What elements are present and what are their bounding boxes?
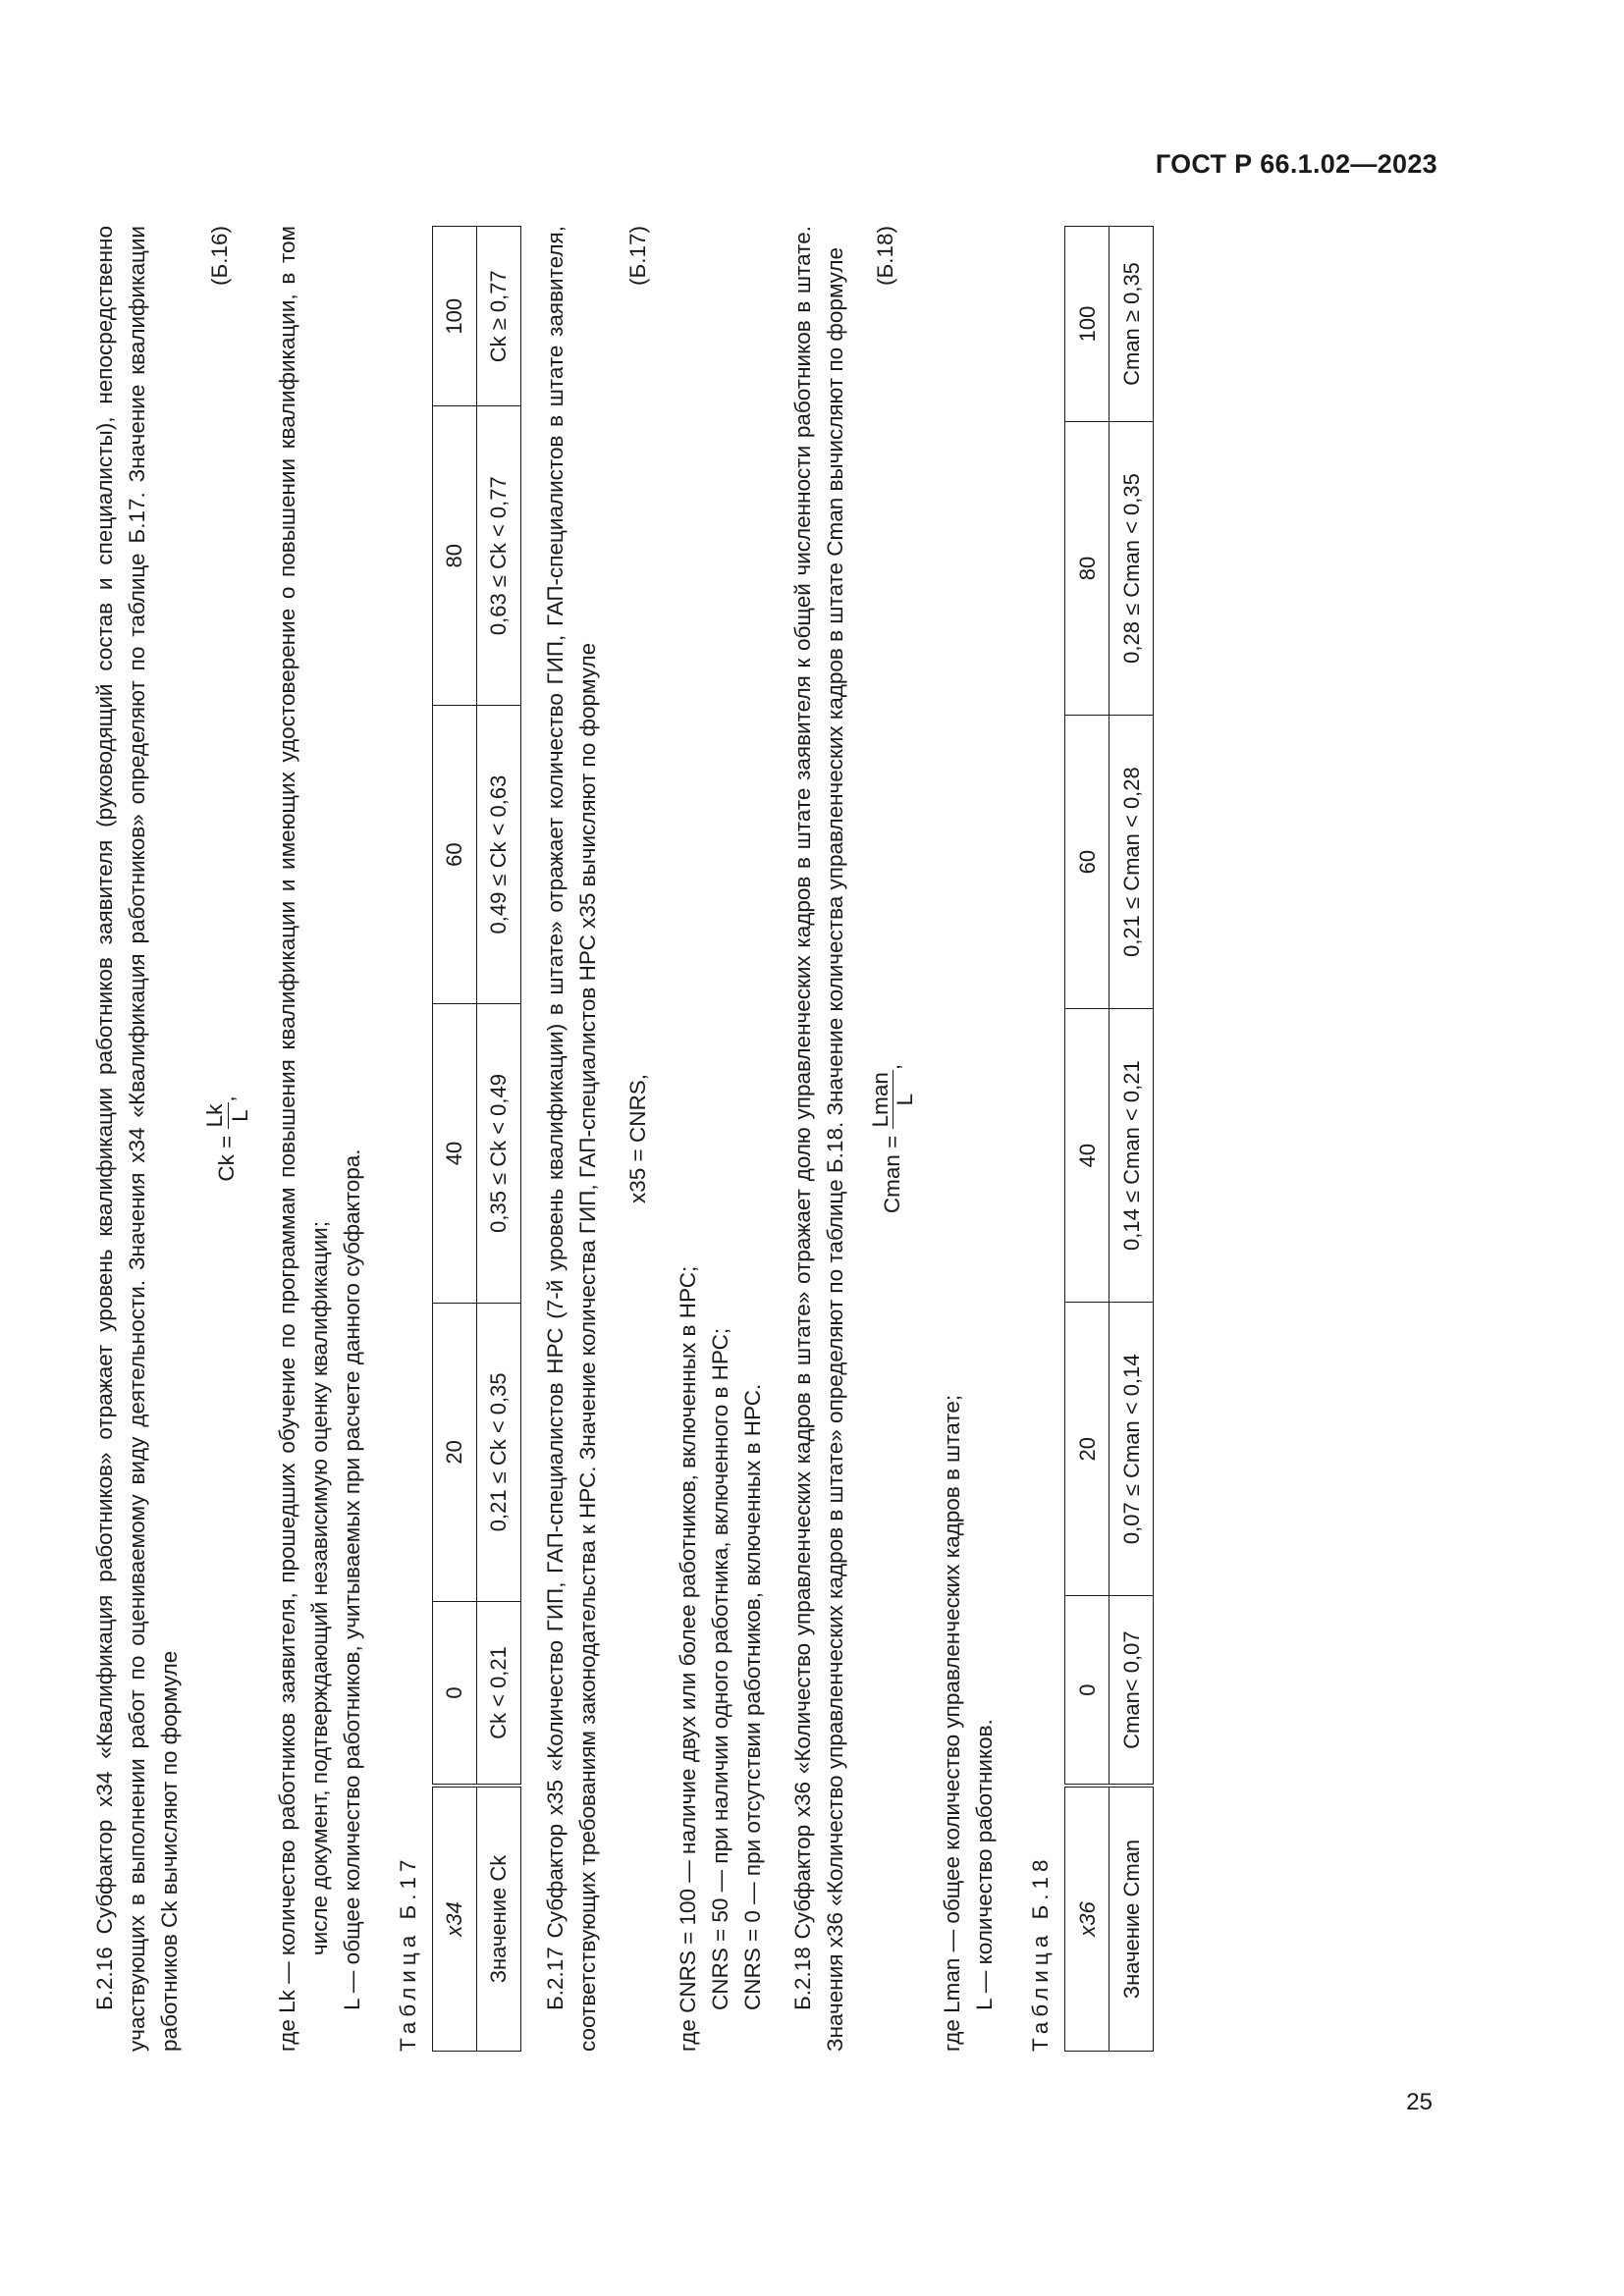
where-b17 xyxy=(672,226,769,2052)
formula-b16-number: (Б.16) xyxy=(207,226,232,287)
table-b18-row2-head: Значение Cman xyxy=(1110,1786,1154,2052)
table-b18-row1-head: x36 xyxy=(1065,1786,1110,2052)
where-lk-text: количество работников заявителя, прошедших обучение по программам повышения квалификации и имеющих удостоверение о повышении квалификации, в том числе документ, подтверждающий независимую оценку квалификации; xyxy=(274,226,332,1956)
table-b18 xyxy=(1064,226,1154,2052)
formula-b16-tail: , xyxy=(214,1095,240,1102)
where-cnrs-50: CNRS = 50 — при наличии одного работника, включенного в НРС; xyxy=(707,1327,732,2010)
paragraph-b217: Б.2.17 Субфактор x35 «Количество ГИП, ГАП-специалистов НРС (7-й уровень квалификации) в штате» отражает количество ГИП, ГАП-специалистов в штате заявителя, соответствующих требованиям законодательства к НРС. Значение количества ГИП, ГАП-специалистов НРС x35 вычисляют по формуле xyxy=(542,226,600,2052)
table-row xyxy=(1110,227,1154,2052)
table-cell: 100 xyxy=(1065,227,1110,422)
formula-b18-denominator: L xyxy=(893,1094,918,1106)
where-lk-term: где Lk — xyxy=(274,1961,299,2052)
table-cell: Ck < 0,21 xyxy=(476,1602,520,1787)
where-b18 xyxy=(936,226,1001,2052)
table-cell: 0,35 ≤ Ck < 0,49 xyxy=(476,1004,520,1303)
formula-b16-fraction xyxy=(203,1102,253,1130)
paragraph-b218: Б.2.18 Субфактор x36 «Количество управленческих кадров в штате» отражает долю управленческих кадров в штате заявителя к общей численности работников в штате. Значения x36 «Количество управленческих кадров в штате» определяют по таблице Б.18. Значение количества управленческих кадров в штате Cman вычисляют по формуле xyxy=(789,226,847,2052)
table-row xyxy=(1065,227,1110,2052)
table-cell: 60 xyxy=(1065,716,1110,1009)
table-cell: Cman ≥ 0,35 xyxy=(1110,227,1154,422)
table-cell: 0,63 ≤ Ck < 0,77 xyxy=(476,406,520,705)
table-cell: 0,49 ≤ Ck < 0,63 xyxy=(476,705,520,1003)
table-cell: 40 xyxy=(1065,1009,1110,1303)
table-cell: 0 xyxy=(432,1602,476,1787)
table-cell: 0 xyxy=(1065,1596,1110,1786)
formula-b16-lhs: Ck = xyxy=(214,1135,240,1182)
formula-b18-number: (Б.18) xyxy=(872,226,897,287)
table-cell: 0,21 ≤ Cman < 0,28 xyxy=(1110,716,1154,1009)
table-cell: Ck ≥ 0,77 xyxy=(476,227,520,407)
rotated-page-body xyxy=(88,226,1365,2052)
table-cell: Cman< 0,07 xyxy=(1110,1596,1154,1786)
formula-b18-lhs: Cman = xyxy=(879,1135,904,1214)
table-row xyxy=(432,227,476,2052)
table-cell: 100 xyxy=(432,227,476,407)
formula-b18-tail: , xyxy=(879,1063,904,1071)
formula-b17-number: (Б.17) xyxy=(624,226,650,287)
formula-b17 xyxy=(622,226,654,2052)
table-cell: 80 xyxy=(1065,421,1110,715)
table-cell: 80 xyxy=(432,406,476,705)
table-cell: 0,07 ≤ Cman < 0,14 xyxy=(1110,1303,1154,1596)
where-cnrs-0: CNRS = 0 — при отсутствии работников, включенных в НРС. xyxy=(739,1383,765,2010)
where-lman: где Lman — общее количество управленческих кадров в штате; xyxy=(940,1394,964,2052)
where-b16 xyxy=(271,226,368,2052)
where-cnrs-100: где CNRS = 100 — наличие двух или более работников, включенных в НРС; xyxy=(675,1265,700,2052)
table-cell: 0,21 ≤ Ck < 0,35 xyxy=(476,1303,520,1601)
table-cell: 0,14 ≤ Cman < 0,21 xyxy=(1110,1009,1154,1303)
table-cell: 40 xyxy=(432,1004,476,1303)
table-b17 xyxy=(432,226,521,2052)
table-cell: 0,28 ≤ Cman < 0,35 xyxy=(1110,421,1154,715)
formula-b17-text: x35 = CNRS, xyxy=(624,1074,650,1203)
formula-b16 xyxy=(203,226,253,2052)
document-header: ГОСТ Р 66.1.02—2023 xyxy=(1155,149,1437,179)
table-cell: 20 xyxy=(432,1303,476,1601)
paragraph-b216: Б.2.16 Субфактор x34 «Квалификация работников» отражает уровень квалификации работников заявителя (руководящий состав и специалисты), непосредственно участвующих в выполнении работ по оцениваемому виду деятельности. Значения x34 «Квалификация работников» определяют по таблице Б.17. Значение квалификации работников Ck вычисляют по формуле xyxy=(92,226,182,2052)
table-cell: 20 xyxy=(1065,1303,1110,1596)
formula-b16-numerator: Lk xyxy=(202,1103,227,1128)
where-l-b18: L — количество работников. xyxy=(972,1719,997,2010)
table-b18-caption: Таблица Б.18 xyxy=(1028,1854,1053,2052)
where-l: L — общее количество работников, учитываемых при расчете данного субфактора. xyxy=(339,1148,364,2010)
formula-b18 xyxy=(869,226,919,2052)
page-number: 25 xyxy=(1406,2089,1433,2115)
table-row xyxy=(476,227,520,2052)
formula-b16-denominator: L xyxy=(227,1109,252,1122)
table-cell: 60 xyxy=(432,705,476,1003)
table-b17-caption: Таблица Б.17 xyxy=(395,1854,420,2052)
table-b17-row1-head: x34 xyxy=(432,1786,476,2052)
formula-b18-fraction xyxy=(869,1070,919,1129)
formula-b18-numerator: Lman xyxy=(867,1072,893,1128)
table-b17-row2-head: Значение Ck xyxy=(476,1786,520,2052)
